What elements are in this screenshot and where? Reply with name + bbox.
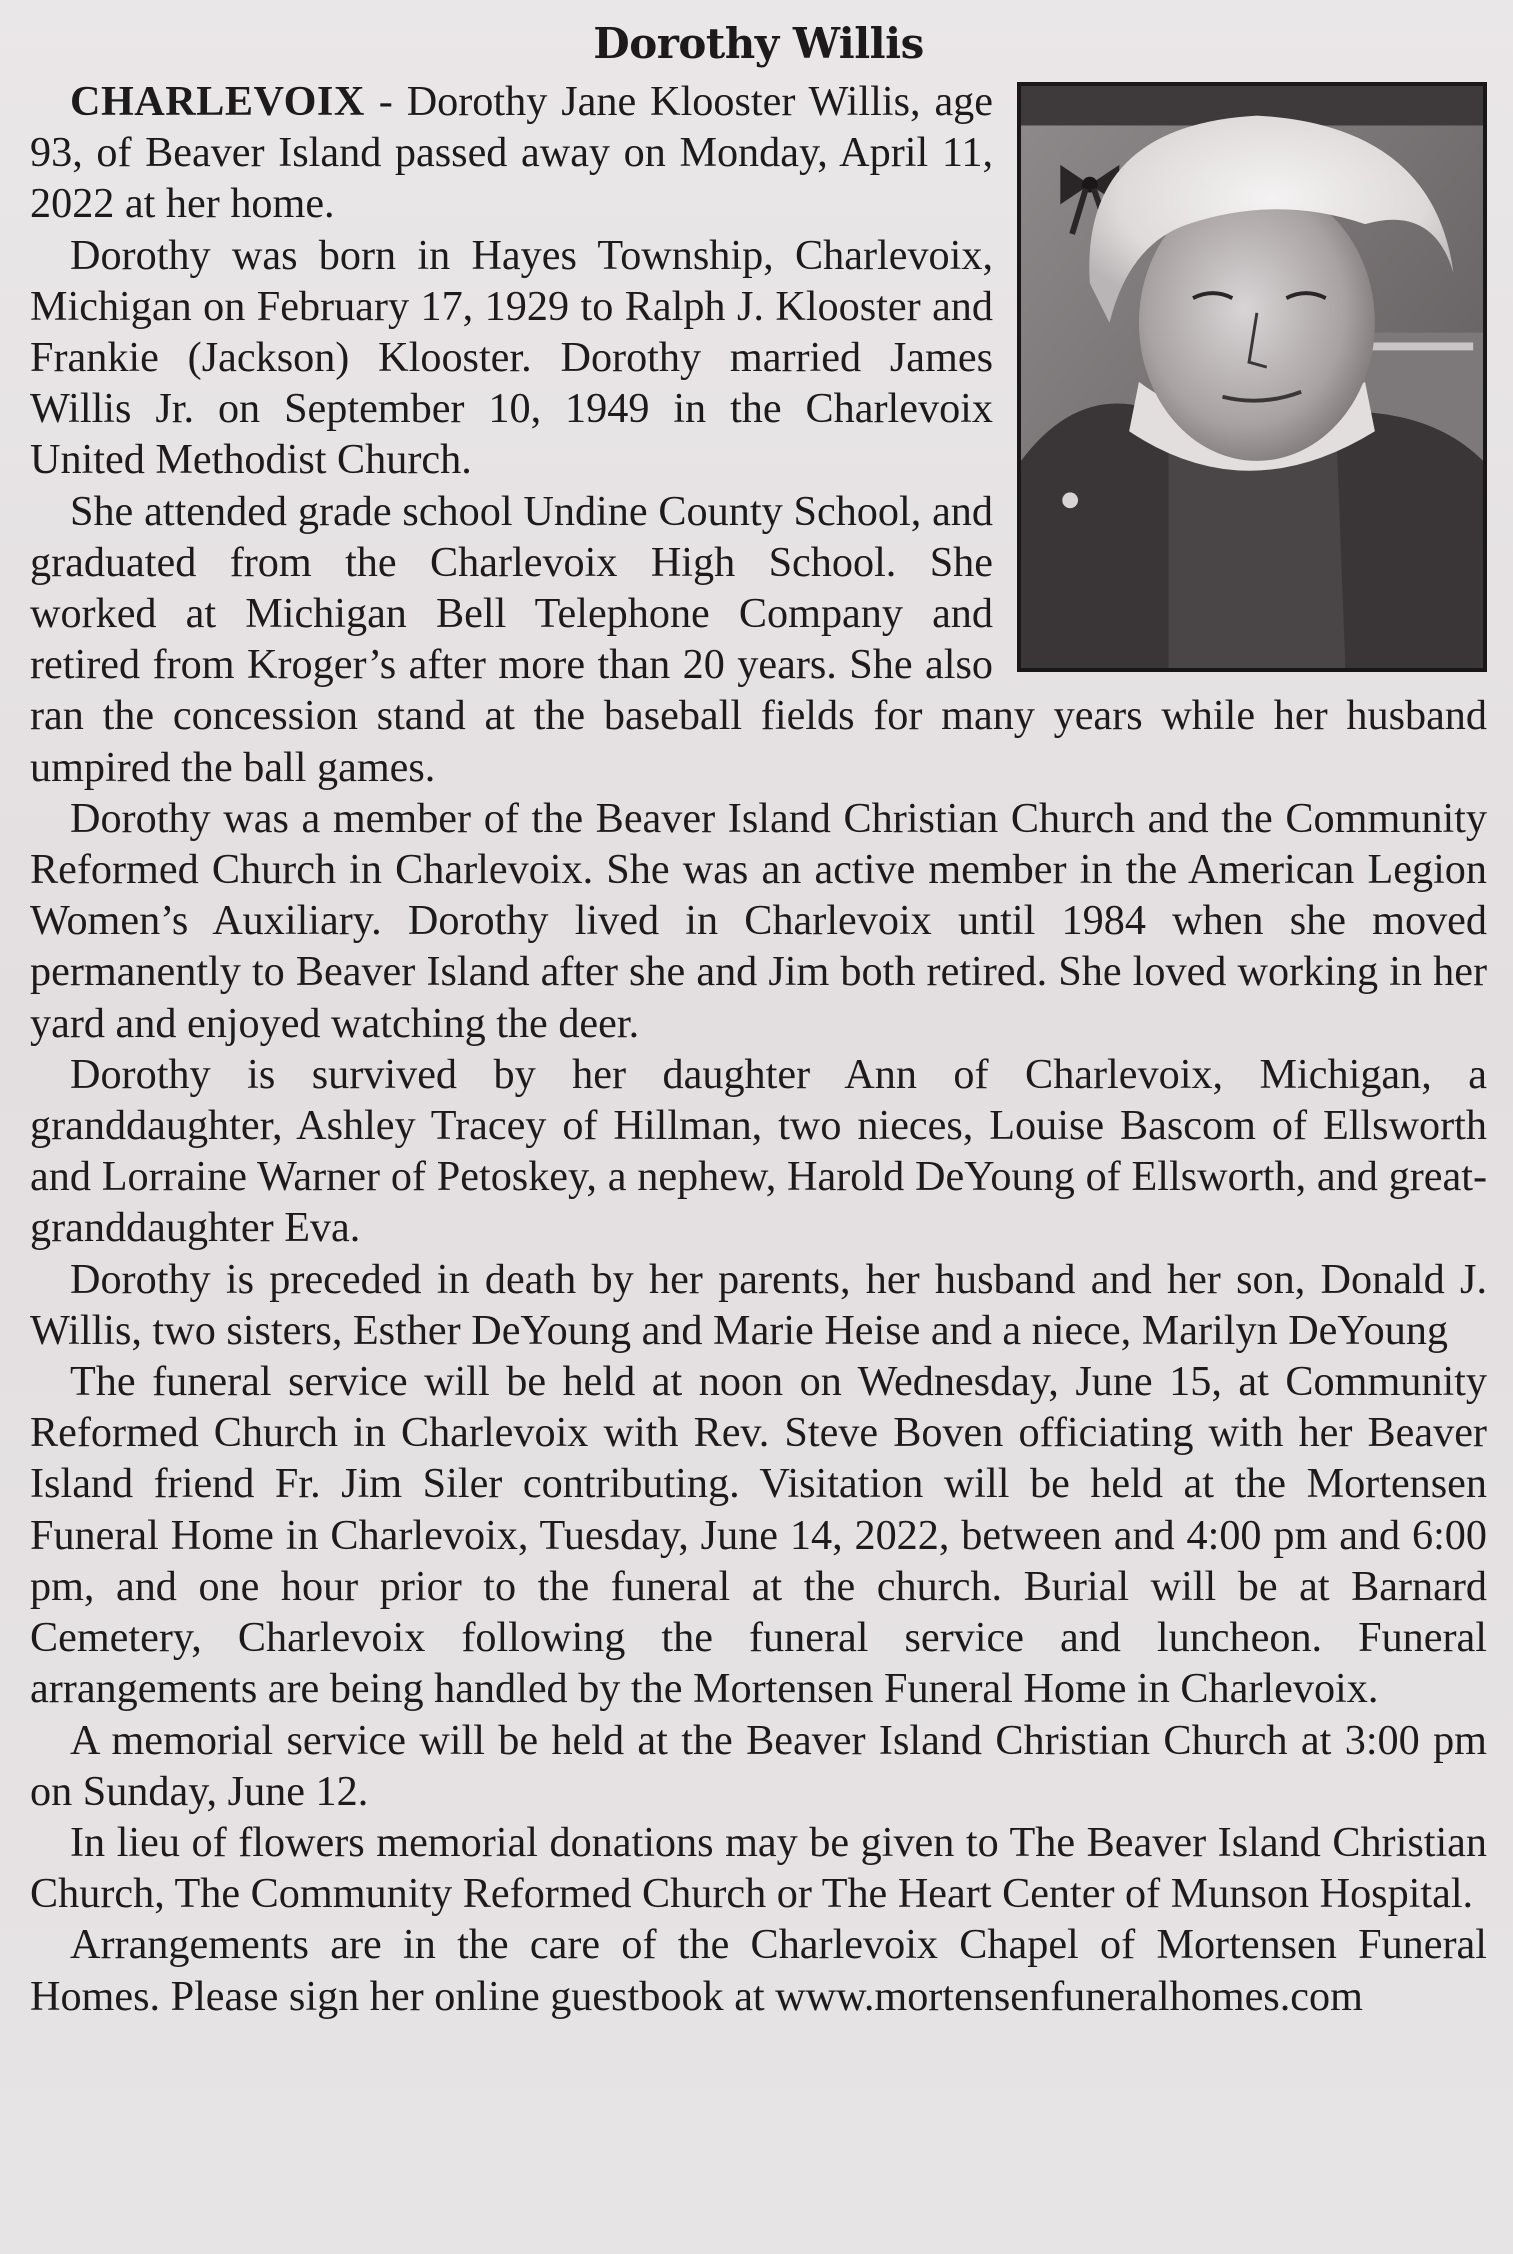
portrait-image [1021, 86, 1483, 668]
dateline: CHARLEVOIX [70, 78, 365, 125]
obituary-body [30, 76, 1487, 2022]
paragraph-arrangements: Arrangements are in the care of the Charlevoix Chapel of Mortensen Funeral Homes. Please sign her online guestbook at www.mortensenfuneralhomes.com [30, 1921, 1487, 2020]
paragraph-career: She attended grade school Undine County School, and graduated from the Charlevoix High School. She worked at Michigan Bell Telephone Company and retired from Kroger’s after more than 20 years. She also ran the concession stand at the baseball fields for many years while her husband umpired the ball games. [30, 487, 1487, 791]
portrait-photo [1017, 82, 1487, 672]
paragraph-survivors: Dorothy is survived by her daughter Ann of Charlevoix, Michigan, a granddaughter, Ashley Tracey of Hillman, two nieces, Louise Bascom of Ellsworth and Lorraine Warner of Petoskey, a nephew, Harold DeYoung of Ellsworth, and great-granddaughter Eva. [30, 1050, 1487, 1252]
obituary-title: Dorothy Willis [593, 19, 924, 68]
paragraph-donations: In lieu of flowers memorial donations may be given to The Beaver Island Christian Church, The Community Reformed Church or The Heart Center of Munson Hospital. [30, 1818, 1487, 1918]
lead-text: - Dorothy Jane Klooster Willis, age 93, of Beaver Island passed away on Monday, April 11, 2022 at her home. [30, 78, 993, 228]
paragraph-community: Dorothy was a member of the Beaver Island Christian Church and the Community Reformed Church in Charlevoix. She was an active member in the American Legion Women’s Auxiliary. Dorothy lived in Charlevoix until 1984 when she moved permanently to Beaver Island after she and Jim both retired. She loved working in her yard and enjoyed watching the deer. [30, 794, 1487, 1047]
paragraph-funeral: The funeral service will be held at noon on Wednesday, June 15, at Community Reformed Church in Charlevoix with Rev. Steve Boven officiating with her Beaver Island friend Fr. Jim Siler contributing. Visitation will be held at the Mortensen Funeral Home in Charlevoix, Tuesday, June 14, 2022, between and 4:00 pm and 6:00 pm, and one hour prior to the funeral at the church. Burial will be at Barnard Cemetery, Charlevoix following the funeral service and luncheon. Funeral arrangements are being handled by the Mortensen Funeral Home in Charlevoix. [30, 1358, 1487, 1713]
paragraph-preceded: Dorothy is preceded in death by her parents, her husband and her son, Donald J. Willis, two sisters, Esther DeYoung and Marie Heise and a niece, Marilyn DeYoung [30, 1255, 1487, 1354]
paragraph-birth: Dorothy was born in Hayes Township, Charlevoix, Michigan on February 17, 1929 to Ralph J. Klooster and Frankie (Jackson) Klooster. Dorothy married James Willis Jr. on September 10, 1949 in the Charlevoix United Methodist Church. [30, 231, 993, 484]
paragraph-memorial: A memorial service will be held at the Beaver Island Christian Church at 3:00 pm on Sunday, June 12. [30, 1716, 1487, 1815]
